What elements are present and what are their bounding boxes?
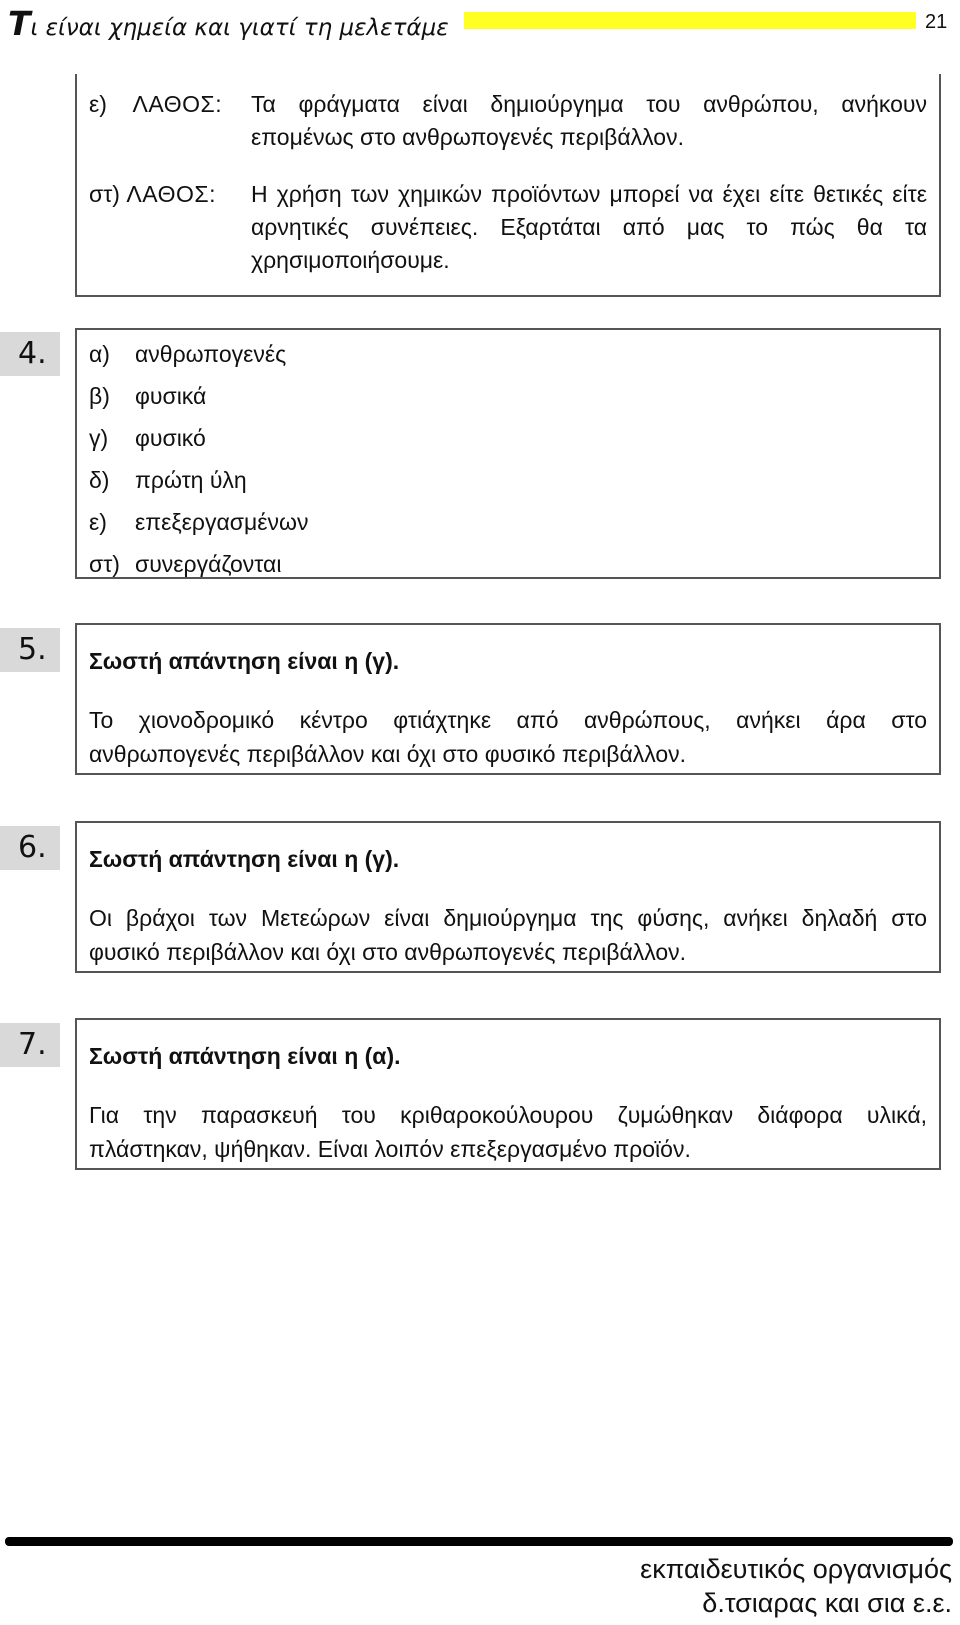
explanation-text: Οι βράχοι των Μετεώρων είναι δημιούργημα της φύσης, ανήκει δηλαδή στο φυσικό περιβάλλον και όχι στο ανθρωπογενές περιβάλλον.	[89, 905, 927, 965]
question-number-6: 6.	[0, 826, 60, 870]
item-letter: β)	[89, 383, 110, 409]
item-letter: ε)	[89, 91, 107, 117]
footer-publisher	[640, 1552, 952, 1620]
item-letter: ε)	[89, 509, 107, 535]
answer-item-st	[89, 178, 927, 277]
list-item	[89, 417, 927, 459]
header-title	[8, 4, 449, 43]
section-6-box	[75, 821, 941, 973]
section-4-box	[75, 328, 941, 579]
header-title-text: ι είναι χημεία και γιατί τη μελετάμε	[30, 15, 449, 41]
item-letter: α)	[89, 341, 110, 367]
item-text: επεξεργασμένων	[135, 509, 309, 535]
question-number-5: 5.	[0, 628, 60, 672]
footer-rule	[5, 1537, 953, 1546]
list-item	[89, 543, 927, 585]
item-text: ανθρωπογενές	[135, 341, 287, 367]
list-item	[89, 459, 927, 501]
page-header	[0, 0, 960, 48]
question-number-7: 7.	[0, 1023, 60, 1067]
section-3-continued-box	[75, 74, 941, 297]
item-text: φυσικά	[135, 383, 207, 409]
list-item	[89, 501, 927, 543]
footer-line-2: δ.τσιαρας και σια ε.ε.	[702, 1588, 952, 1618]
header-highlight-bar	[464, 12, 916, 29]
item-keyword: ΛΑΘΟΣ:	[126, 181, 216, 207]
section-7-box	[75, 1018, 941, 1170]
correct-answer: Σωστή απάντηση είναι η (α).	[89, 1043, 401, 1069]
item-letter: στ)	[89, 551, 120, 577]
item-letter: στ)	[89, 181, 120, 207]
item-text: πρώτη ύλη	[135, 467, 247, 493]
item-letter: δ)	[89, 467, 110, 493]
section-5-box	[75, 623, 941, 775]
item-text: συνεργάζονται	[135, 551, 282, 577]
answer-item-e	[89, 88, 927, 154]
header-title-initial: Τ	[8, 4, 31, 43]
list-item	[89, 375, 927, 417]
item-text: Τα φράγματα είναι δημιούργημα του ανθρώπου, ανήκουν επομένως στο ανθρωπογενές περιβάλλον.	[251, 91, 927, 150]
item-text: Η χρήση των χημικών προϊόντων μπορεί να έχει είτε θετικές είτε αρνητικές συνέπειες. Εξαρτάται από μας το πώς θα τα χρησιμοποιήσουμε.	[251, 181, 927, 273]
item-keyword: ΛΑΘΟΣ:	[132, 91, 223, 117]
explanation-text: Για την παρασκευή του κριθαροκούλουρου ζυμώθηκαν διάφορα υλικά, πλάστηκαν, ψήθηκαν. Είναι λοιπόν επεξεργασμένο προϊόν.	[89, 1102, 927, 1162]
page-number: 21	[925, 11, 948, 33]
explanation-text: Το χιονοδρομικό κέντρο φτιάχτηκε από ανθρώπους, ανήκει άρα στο ανθρωπογενές περιβάλλον και όχι στο φυσικό περιβάλλον.	[89, 707, 927, 767]
correct-answer: Σωστή απάντηση είναι η (γ).	[89, 648, 400, 674]
item-label	[89, 178, 216, 211]
footer-line-1: εκπαιδευτικός οργανισμός	[640, 1554, 952, 1584]
item-text: φυσικό	[135, 425, 206, 451]
correct-answer: Σωστή απάντηση είναι η (γ).	[89, 846, 400, 872]
item-letter: γ)	[89, 425, 109, 451]
question-number-4: 4.	[0, 332, 60, 376]
list-item	[89, 333, 927, 375]
item-label	[89, 88, 222, 121]
